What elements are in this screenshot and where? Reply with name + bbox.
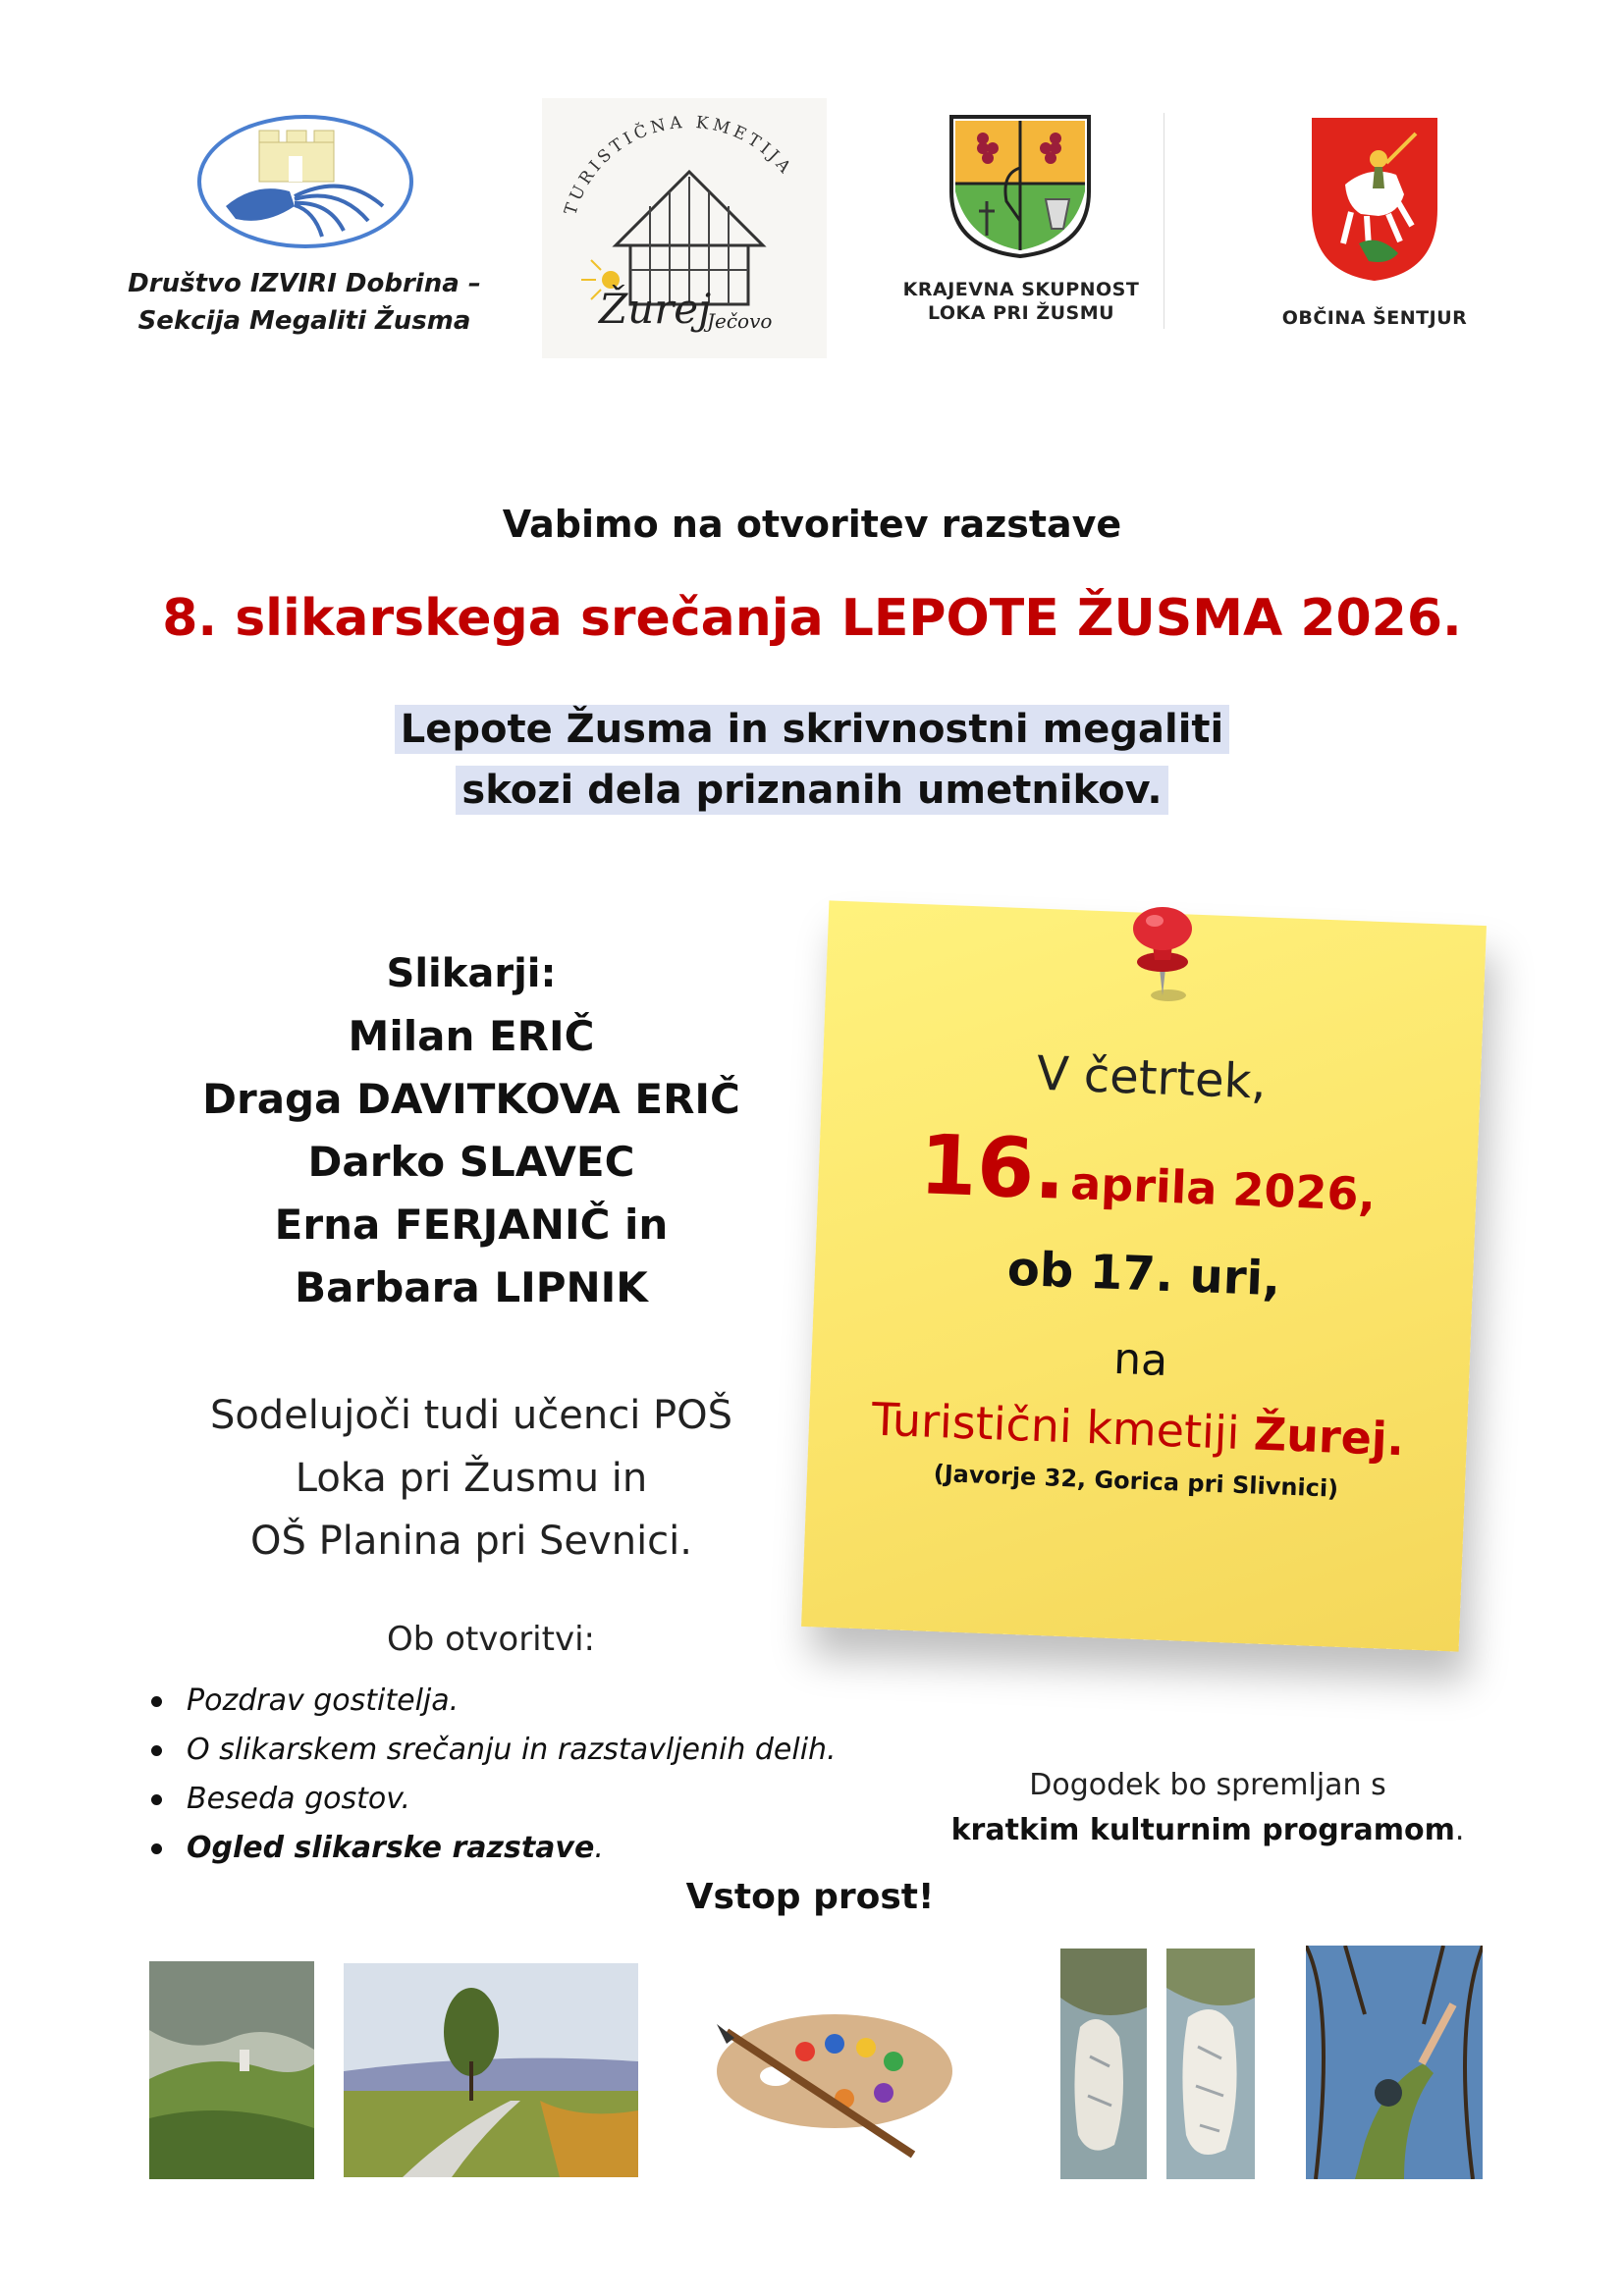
note-place — [808, 1390, 1468, 1468]
logo-obcina-sentjur — [1267, 116, 1483, 342]
painting-landscape-hill — [149, 1961, 314, 2179]
palette-brush-icon — [687, 1983, 982, 2179]
program-item: Pozdrav gostitelja. — [147, 1677, 933, 1726]
event-note — [933, 1763, 1483, 1853]
painters-label: Slikarji: — [386, 951, 557, 996]
painting-country-road — [344, 1963, 638, 2177]
subtitle-line1: Lepote Žusma in skrivnostni megaliti — [395, 705, 1230, 754]
program-item-suffix: . — [594, 1831, 604, 1865]
invite-heading: Vabimo na otvoritev razstave — [502, 503, 1122, 546]
note-na: na — [1112, 1333, 1169, 1386]
program-heading: Ob otvoritvi: — [387, 1620, 595, 1659]
note-address: (Javorje 32, Gorica pri Slivnici) — [933, 1459, 1339, 1503]
note-place-prefix: Turistični kmetiji — [870, 1392, 1241, 1460]
participants — [157, 1384, 785, 1573]
ks-coat-of-arms-icon — [947, 113, 1093, 260]
izviri-caption-line2: Sekcija Megaliti Žusma — [137, 306, 471, 336]
event-note-bold: kratkim kulturnim programom — [950, 1813, 1455, 1847]
participants-line: Sodelujoči tudi učenci POŠ — [209, 1393, 733, 1438]
subtitle-line2: skozi dela priznanih umetnikov. — [456, 766, 1167, 815]
painter-name: Draga DAVITKOVA ERIČ — [202, 1075, 740, 1123]
izviri-logo-graphic — [196, 113, 414, 250]
logo-izviri — [196, 113, 414, 250]
ks-caption-line1: KRAJEVNA SKUPNOST — [902, 279, 1140, 300]
note-day: V četrtek, — [1035, 1045, 1268, 1110]
logo-zurej — [542, 98, 827, 358]
program-item: O slikarskem srečanju in razstavljenih delih. — [147, 1726, 933, 1775]
event-note-end: . — [1454, 1813, 1465, 1847]
participants-line: OŠ Planina pri Sevnici. — [250, 1519, 692, 1564]
note-place-name: Žurej. — [1252, 1407, 1406, 1467]
subtitle — [0, 699, 1624, 821]
logo-ks-loka — [879, 113, 1164, 329]
sticky-note — [801, 900, 1487, 1651]
ks-caption — [879, 278, 1164, 325]
painting-megalith-right — [1166, 1949, 1255, 2179]
note-time: ob 17. uri, — [1005, 1241, 1282, 1308]
participants-line: Loka pri Žusmu in — [295, 1456, 648, 1501]
program-item-bold: Ogled slikarske razstave — [187, 1831, 595, 1865]
painter-name: Barbara LIPNIK — [295, 1263, 648, 1311]
note-date-number: 16. — [917, 1116, 1068, 1218]
izviri-caption — [128, 265, 481, 340]
painter-name: Erna FERJANIČ in — [274, 1201, 669, 1249]
zurej-arc-text: TURISTIČNA KMETIJA — [561, 112, 797, 218]
zurej-name: Žurej — [599, 285, 712, 333]
entry-free: Vstop prost! — [685, 1877, 935, 1917]
izviri-caption-line1: Društvo IZVIRI Dobrina – — [128, 269, 481, 298]
page-title: 8. slikarskega srečanja LEPOTE ŽUSMA 2026. — [162, 589, 1462, 648]
ks-caption-line2: LOKA PRI ŽUSMU — [927, 302, 1115, 324]
painters-list — [157, 942, 785, 1319]
event-note-line1: Dogodek bo spremljan s — [1029, 1768, 1386, 1802]
painter-name: Darko SLAVEC — [307, 1138, 635, 1186]
sentjur-coat-of-arms-icon — [1310, 116, 1439, 283]
program-item-last — [147, 1824, 933, 1873]
zurej-suffix: Ječovo — [707, 309, 773, 333]
push-pin-icon — [1119, 901, 1208, 1009]
note-date-rest: aprila 2026, — [1069, 1156, 1377, 1221]
painting-megalith-left — [1060, 1949, 1147, 2179]
painter-name: Milan ERIČ — [348, 1012, 595, 1060]
program-item: Beseda gostov. — [147, 1775, 933, 1824]
painting-figure-sky — [1306, 1946, 1483, 2179]
obcina-caption: OBČINA ŠENTJUR — [1281, 307, 1468, 329]
program-list — [147, 1677, 933, 1873]
note-date — [817, 1112, 1478, 1234]
